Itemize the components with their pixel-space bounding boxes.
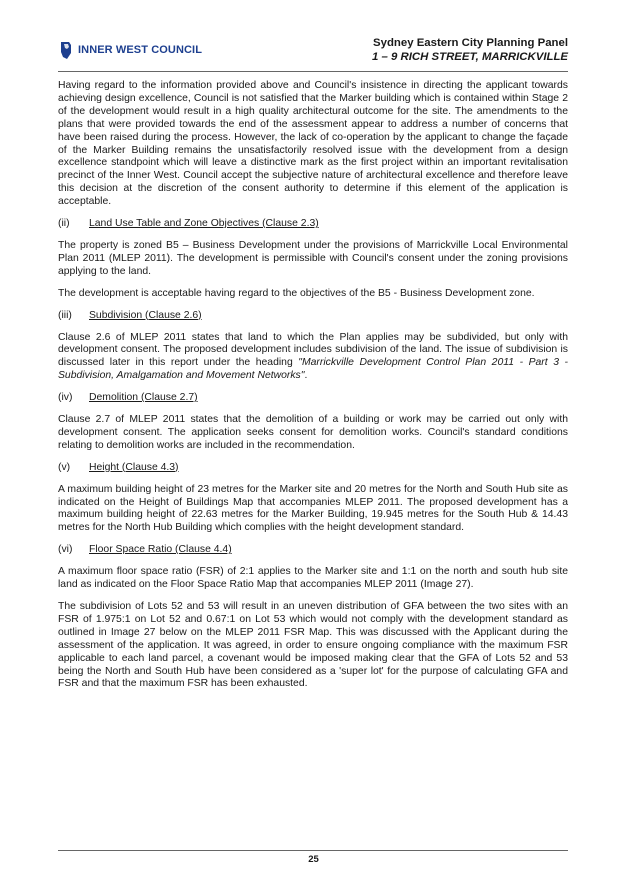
paragraph-fsr-max: A maximum floor space ratio (FSR) of 2:1 applies to the Marker site and 1:1 on the north and south hub site land as indicated on the Floor Space Ratio Map that accompanies MLEP 2011 (Image 27).: [58, 566, 568, 591]
subdivision-end: .: [304, 370, 308, 382]
panel-title: Sydney Eastern City Planning Panel: [373, 37, 568, 49]
section-heading-subdivision: [58, 310, 568, 323]
section-number: (iii): [58, 309, 72, 321]
report-body: [58, 80, 568, 700]
section-title: Subdivision (Clause 2.6): [89, 309, 202, 321]
header-title-block: [372, 36, 568, 64]
subdivision-text: Clause 2.6 of MLEP 2011 states that land to which the Plan applies may be subdivided, but only with development consent. The proposed development includes subdivision of the land. The issue of subdivision is discussed later in this report under the heading: [58, 331, 568, 369]
section-heading-land-use: [58, 218, 568, 231]
paragraph-height: A maximum building height of 23 metres for the Marker site and 20 metres for the North and South Hub site as indicated on the Height of Buildings Map that accompanies MLEP 2011. The proposed development has a maximum building height of 22.63 metres for the Marker Building, 19.945 metres for the South Hub & 14.43 metres for the North Hub Building which complies with the height development standard.: [58, 483, 568, 534]
paragraph-subdivision: [58, 332, 568, 384]
inner-west-council-logo-icon: [58, 40, 74, 60]
section-title: Floor Space Ratio (Clause 4.4): [89, 544, 232, 556]
section-heading-demolition: [58, 392, 568, 405]
section-number: (v): [58, 461, 71, 473]
section-title: Demolition (Clause 2.7): [89, 392, 198, 404]
section-number: (vi): [58, 544, 73, 556]
dcp-reference: "Marrickville Development Control Plan 2011 - Part 3 - Subdivision, Amalgamation and Movement Networks": [58, 357, 568, 382]
site-address: 1 – 9 RICH STREET, MARRICKVILLE: [372, 51, 568, 63]
section-number: (iv): [58, 392, 73, 404]
paragraph-zoning: The property is zoned B5 – Business Development under the provisions of Marrickville Local Environmental Plan 2011 (MLEP 2011). The development is permissible with Council's consent under the zoning provisions applying to the land.: [58, 239, 568, 277]
page-header: [58, 32, 568, 70]
paragraph-zone-objectives: The development is acceptable having regard to the objectives of the B5 - Business Development zone.: [58, 287, 535, 299]
paragraph-design-excellence: Having regard to the information provided above and Council's insistence in directing the applicant towards achieving design excellence, Council is not satisfied that the Marker building which is contained within Stage 2 of the development would result in a high quality architectural outcome for the site. The amendments to the plans that were provided towards the end of the assessment appear to address a number of concerns that have been raised during the process. However, the lack of co-operation by the applicant to change the façade of the Marker Building remains the unsatisfactorily resolved issue with the development from a design excellence standpoint which will leave a distinctive mark as the first project within an important revitalisation precinct of the Inner West. Council accept the subjective nature of architectural excellence and therefore leave this decision at the discretion of the consent authority to determine if this element of the application is acceptable.: [58, 80, 568, 208]
footer-divider: [58, 850, 568, 851]
section-heading-fsr: [58, 544, 568, 557]
page-number: 25: [308, 854, 319, 865]
section-heading-height: [58, 462, 568, 475]
header-divider: [58, 71, 568, 72]
paragraph-fsr-subdivision: The subdivision of Lots 52 and 53 will result in an uneven distribution of GFA between the two sites with an FSR of 1.975:1 on Lot 52 and 0.67:1 on Lot 53 which would not comply with the development standard as outlined in Image 27 below on the MLEP 2011 FSR Map. This was discussed with the Applicant during the assessment of the application. It was agreed, in order to ensure ongoing compliance with the maximum FSR applicable to each land parcel, a covenant would be imposed making clear that the GFA of Lots 52 and 53 being the North and South Hub have been considered as a 'super lot' for the purpose of calculating GFA and FSR and that the maximum FSR has been exhausted.: [58, 601, 568, 690]
section-title: Land Use Table and Zone Objectives (Clause 2.3): [89, 218, 319, 230]
logo-text: INNER WEST COUNCIL: [78, 44, 203, 56]
section-number: (ii): [58, 218, 70, 230]
council-logo: [58, 40, 202, 60]
section-title: Height (Clause 4.3): [89, 461, 179, 473]
paragraph-demolition: Clause 2.7 of MLEP 2011 states that the demolition of a building or work may be carried out only with development consent. The application seeks consent for demolition works. Council's standard conditions relating to demolition works are included in the recommendation.: [58, 414, 568, 451]
